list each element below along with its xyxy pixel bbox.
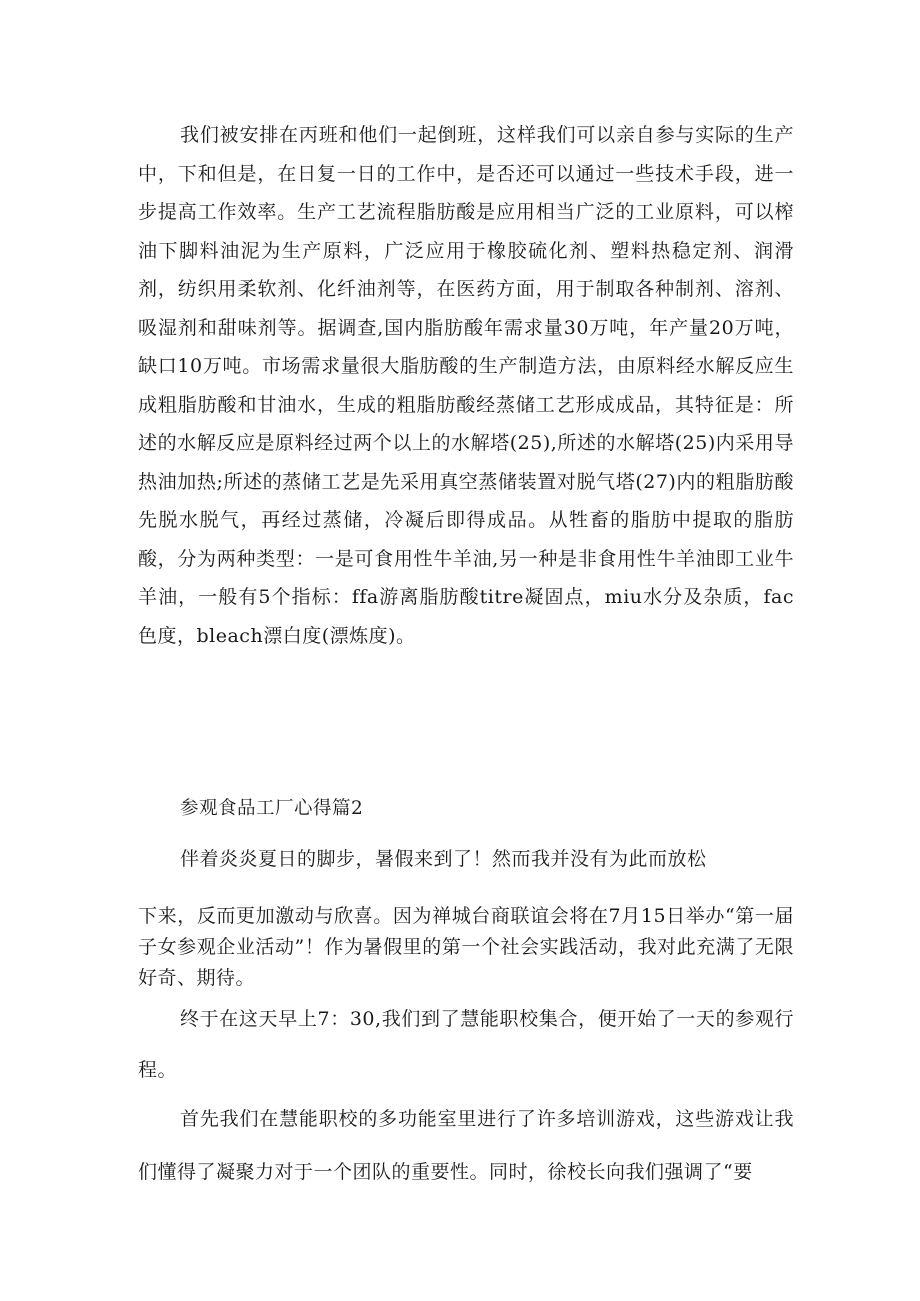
body-paragraph: 下来，反而更加激动与欣喜。因为禅城台商联谊会将在7月15日举办“第一届子女参观企业活动”！作为暑假里的第一个社会实践活动，我对此充满了无限好奇、期待。 [138, 905, 794, 989]
body-paragraph: 首先我们在慧能职校的多功能室里进行了许多培训游戏，这些游戏让我们懂得了凝聚力对于一个团队的重要性。同时，徐校长向我们强调了“要 [138, 1108, 794, 1183]
body-paragraph: 伴着炎炎夏日的脚步，暑假来到了！然而我并没有为此而放松 [180, 848, 707, 870]
section-heading: 参观食品工厂心得篇2 [180, 798, 364, 819]
body-paragraph: 终于在这天早上7：30,我们到了慧能职校集合，便开始了一天的参观行程。 [138, 1008, 794, 1081]
body-paragraph: 我们被安排在丙班和他们一起倒班，这样我们可以亲自参与实际的生产中，下和但是，在日复一日的工作中，是否还可以通过一些技术手段，进一步提高工作效率。生产工艺流程脂肪酸是应用相当广泛的工业原料，可以榨油下脚料油泥为生产原料，广泛应用于橡胶硫化剂、塑料热稳定剂、润滑剂，纺织用柔软剂、化纤油剂等，在医药方面，用于制取各种制剂、溶剂、吸湿剂和甜味剂等。据调查,国内脂肪酸年需求量30万吨，年产量20万吨，缺口10万吨。市场需求量很大脂肪酸的生产制造方法，由原料经水解反应生成粗脂肪酸和甘油水，生成的粗脂肪酸经蒸储工艺形成成品，其特征是：所述的水解反应是原料经过两个以上的水解塔(25),所述的水解塔(25)内采用导热油加热;所述的蒸储工艺是先采用真空蒸储装置对脱气塔(27)内的粗脂肪酸先脱水脱气，再经过蒸储，冷凝后即得成品。从牲畜的脂肪中提取的脂肪酸，分为两种类型：一是可食用性牛羊油,另一种是非食用性牛羊油即工业牛羊油，一般有5个指标：ffa游离脂肪酸titre凝固点，miu水分及杂质，fac色度，bleach漂白度(漂炼度)。 [138, 124, 794, 647]
